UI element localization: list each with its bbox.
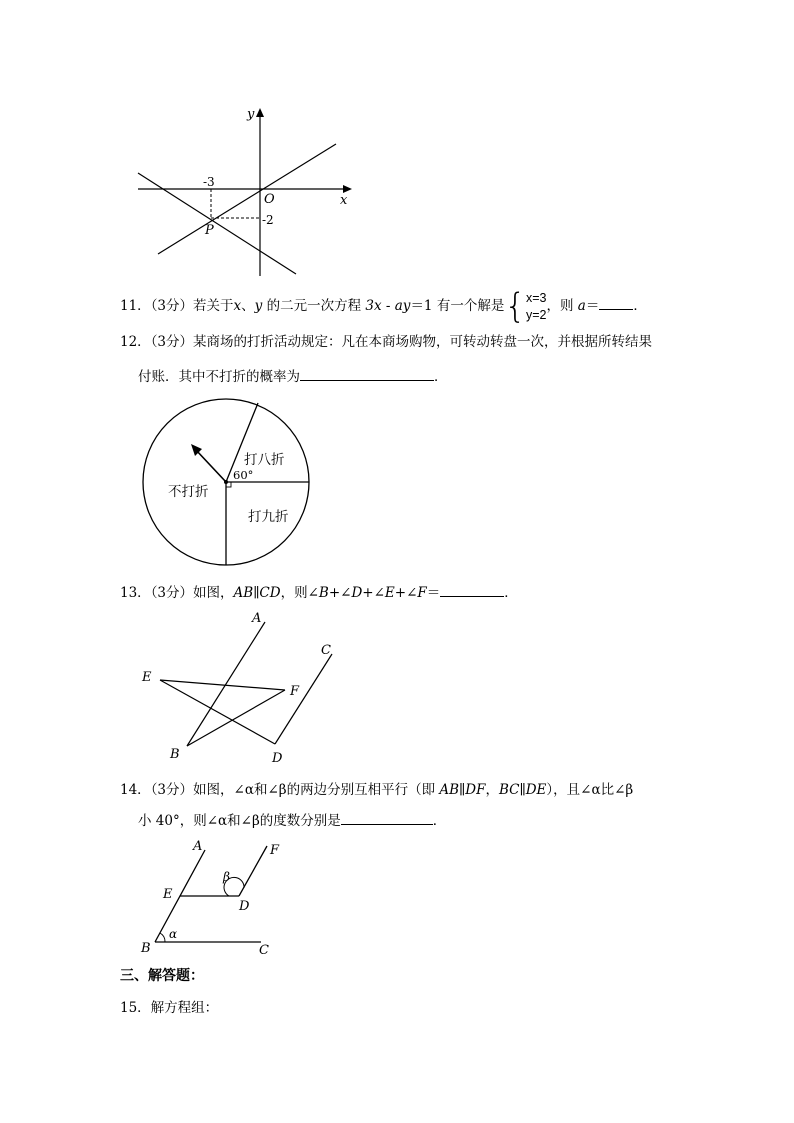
q11-eq-ay: ay [394, 298, 411, 314]
x-axis-arrow [343, 185, 352, 193]
point-d-label: D [239, 899, 250, 914]
coordinate-figure [130, 100, 360, 280]
q11-number: 11． [120, 298, 151, 314]
point-f-label: F [270, 843, 280, 858]
q11-text-e: ＝ [585, 298, 600, 314]
q13-score: （3分） [150, 585, 194, 601]
question-12-line-1 [120, 332, 652, 352]
q12-text-line1: 某商场的打折活动规定：凡在本商场购物，可转动转盘一次，并根据所转结果 [193, 334, 653, 350]
spinner-center [224, 480, 228, 484]
label-eighty-percent: 打八折 [244, 452, 285, 468]
q15-number: 15． [120, 1000, 151, 1016]
q12-end: ． [434, 369, 448, 385]
x-axis-label: x [340, 193, 348, 208]
q11-text-b: 的二元一次方程 [262, 298, 366, 314]
question-13 [120, 582, 518, 603]
q13-expr: AB∥CD [233, 585, 281, 601]
alpha-label: α [169, 927, 178, 941]
segment-cd [275, 654, 332, 744]
q14-answer-blank[interactable] [341, 810, 433, 825]
q11-solution [526, 290, 547, 324]
q11-score: （3分） [150, 298, 194, 314]
point-e-label: E [142, 670, 152, 685]
q11-text-c: 有一个解是 [432, 298, 505, 314]
point-c-label: C [259, 943, 269, 958]
q11-end: ． [633, 298, 647, 314]
pointer-arrow [196, 450, 226, 482]
segment-ab [187, 622, 265, 746]
point-e-label: E [163, 887, 173, 902]
q13-e: E [384, 585, 395, 601]
q13-answer-blank[interactable] [440, 582, 504, 597]
q11-answer-blank[interactable] [599, 295, 633, 310]
spinner-figure [138, 396, 318, 570]
q11-eq-minus: - [381, 298, 395, 314]
q11-text-d: ，则 [546, 298, 578, 314]
question-14-line-2 [138, 810, 446, 831]
q13-p1: +∠ [328, 585, 352, 601]
y-axis-label: y [247, 107, 255, 122]
ray-df [239, 846, 267, 896]
q14-rel2: BC∥DE [498, 782, 547, 798]
q12-number: 12． [120, 334, 151, 350]
point-f-label: F [290, 684, 300, 699]
q11-sep: 、 [241, 298, 255, 314]
segment-bf [187, 690, 285, 746]
q13-d: D [351, 585, 363, 601]
q13-p2: +∠ [362, 585, 385, 601]
q12-text-line2: 付账．其中不打折的概率为 [138, 369, 300, 385]
point-a-label: A [193, 839, 203, 854]
q13-number: 13． [120, 585, 151, 601]
segment-ed [160, 680, 275, 744]
y-axis-arrow [256, 108, 264, 117]
q11-var-y: y [254, 298, 263, 314]
point-p-label: P [205, 223, 214, 238]
q13-text-b: ，则∠ [280, 585, 319, 601]
q11-var-a: a [577, 298, 586, 314]
question-12-line-2 [138, 366, 448, 387]
point-a-label: A [252, 611, 262, 626]
parallel-angles-figure [135, 836, 285, 960]
q11-eq-3x: 3x [365, 298, 382, 314]
q14-end: ． [432, 813, 447, 829]
angle-label: 60° [233, 468, 254, 482]
point-b-label: B [170, 747, 180, 762]
q14-comma: ， [485, 782, 499, 798]
question-11 [120, 286, 647, 326]
label-no-discount: 不打折 [168, 484, 209, 500]
q14-text-line1a: 如图，∠α和∠β的两边分别互相平行（即 [193, 782, 440, 798]
q12-answer-blank[interactable] [300, 366, 434, 381]
section-3-title: 三、解答题： [120, 968, 204, 984]
q14-rel1: AB∥DF [439, 782, 486, 798]
question-15 [120, 998, 218, 1018]
q11-eq-eq1: ＝1 [410, 298, 433, 314]
q11-var-x: x [233, 298, 242, 314]
label-ninety-percent: 打九折 [248, 509, 289, 525]
q15-text: 解方程组： [150, 1000, 219, 1016]
q13-eq: ＝ [426, 585, 441, 601]
point-b-label: B [141, 941, 151, 956]
q12-score: （3分） [150, 334, 194, 350]
line-1 [158, 144, 336, 254]
q13-b: B [318, 585, 329, 601]
star-figure [135, 608, 345, 770]
question-14-line-1 [120, 780, 633, 800]
q13-end: ． [504, 585, 518, 601]
q14-text-line2: 小 40°，则∠α和∠β的度数分别是 [138, 813, 341, 829]
q13-text-a: 如图， [193, 585, 234, 601]
origin-label: O [264, 192, 275, 207]
x-tick-label: -3 [203, 175, 215, 189]
q11-text-a: 若关于 [193, 298, 234, 314]
q14-number: 14． [120, 782, 151, 798]
alpha-arc [160, 933, 165, 942]
q11-sol-x: x=3 [525, 290, 547, 305]
q13-p3: +∠ [394, 585, 418, 601]
point-c-label: C [321, 643, 331, 658]
q14-text-line1b: ），且∠α比∠β [546, 782, 634, 798]
point-d-label: D [272, 751, 283, 766]
y-tick-label: -2 [262, 213, 274, 227]
q11-sol-y: y=2 [525, 307, 547, 322]
q13-f: F [417, 585, 427, 601]
q11-brace: { [504, 286, 526, 327]
beta-label: β [223, 870, 230, 884]
q14-score: （3分） [150, 782, 194, 798]
